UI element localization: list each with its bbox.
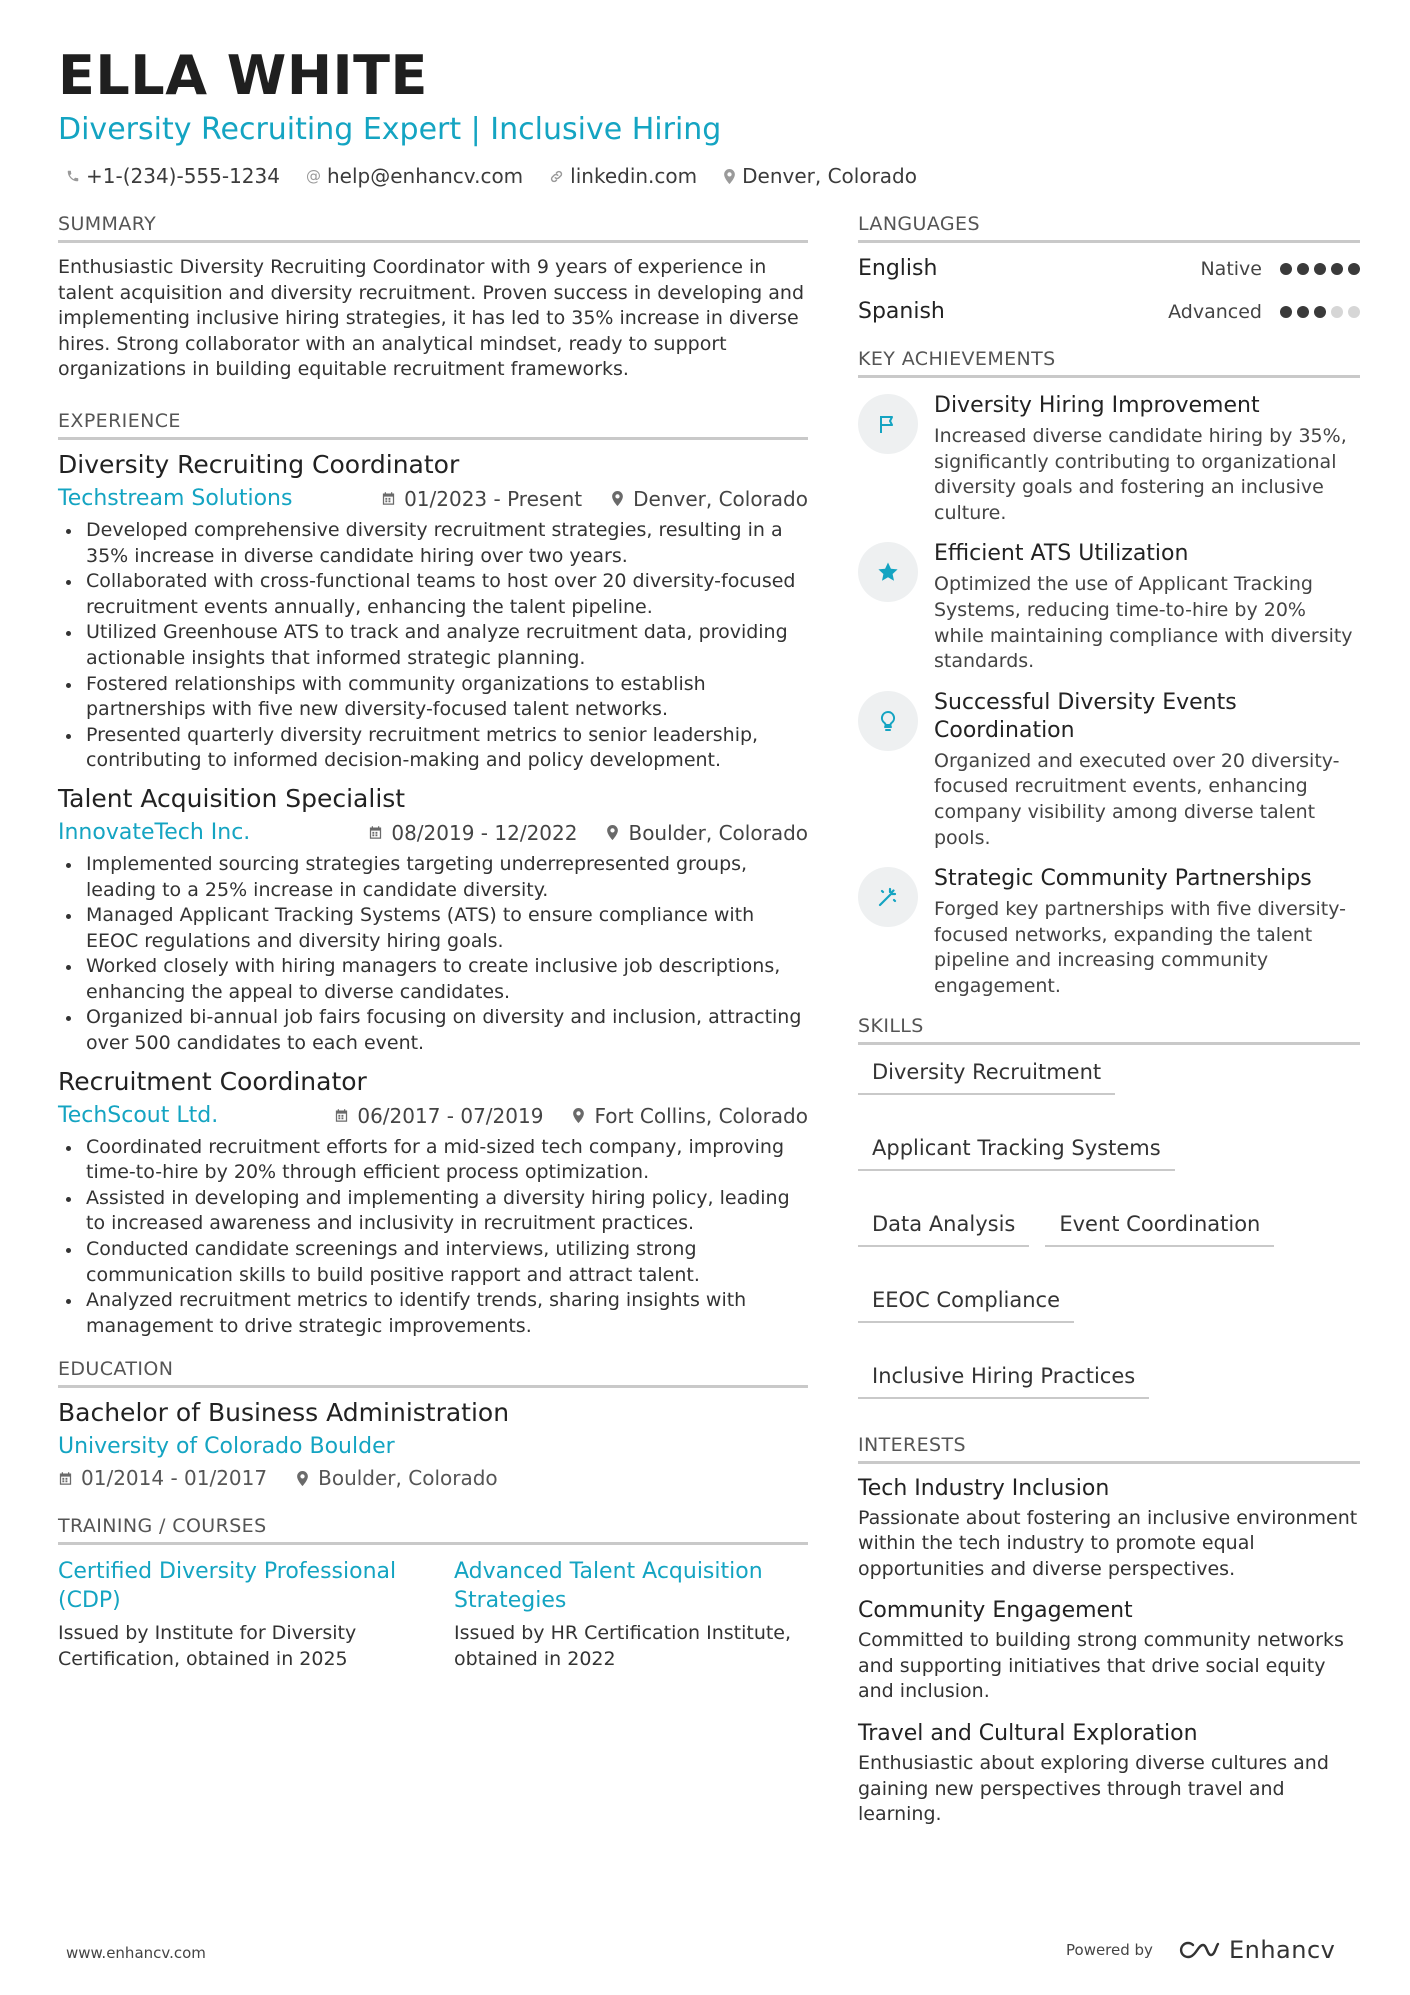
job-entry [58, 448, 808, 774]
bullet-item: Organized bi-annual job fairs focusing on diversity and inclusion, attracting over 500 candidates to each event. [58, 1005, 808, 1056]
interest-item [858, 1474, 1360, 1583]
course-entry [454, 1557, 806, 1672]
skill-tag: Inclusive Hiring Practices [858, 1359, 1149, 1399]
skills-section [858, 1014, 1360, 1399]
language-name: Spanish [858, 299, 945, 324]
skill-tag: Applicant Tracking Systems [858, 1131, 1175, 1171]
achievement-desc: Optimized the use of Applicant Tracking Systems, reducing time-to-hire by 20% while maintaining compliance with diversity standards. [934, 573, 1353, 673]
language-level: Native [1200, 257, 1262, 280]
achievement-desc: Organized and executed over 20 diversity-focused recruitment events, enhancing company visibility among diverse talent pools. [934, 749, 1340, 849]
section-title-interests: INTERESTS [858, 1433, 1360, 1464]
section-title-experience: EXPERIENCE [58, 409, 808, 440]
bullet-item: Fostered relationships with community organizations to establish partnerships with five new diversity-focused talent networks. [58, 672, 808, 723]
course-title: Advanced Talent Acquisition Strategies [454, 1559, 763, 1614]
interest-item [858, 1719, 1360, 1828]
location-pin-icon [605, 825, 620, 840]
job-meta [58, 818, 808, 848]
course-desc: Issued by HR Certification Institute, obtained in 2022 [454, 1622, 792, 1670]
section-title-achievements: KEY ACHIEVEMENTS [858, 347, 1360, 378]
skill-tag: Diversity Recruitment [858, 1055, 1115, 1095]
section-title-skills: SKILLS [858, 1014, 1360, 1045]
location-pin-icon [571, 1108, 586, 1123]
rating-dot-filled [1314, 306, 1326, 318]
job-title: Recruitment Coordinator [58, 1066, 367, 1096]
interest-title: Travel and Cultural Exploration [858, 1721, 1198, 1747]
achievement-item [858, 540, 1360, 674]
job-meta [58, 484, 808, 514]
job-bullets [58, 518, 808, 774]
rating-dot-filled [1280, 306, 1292, 318]
calendar-icon [334, 1108, 349, 1123]
job-dates: 01/2023 - Present [404, 486, 583, 511]
link-icon [549, 169, 564, 184]
achievement-title: Diversity Hiring Improvement [934, 393, 1260, 418]
language-row [858, 290, 1360, 333]
star-icon [876, 560, 900, 584]
right-column [858, 212, 1360, 1842]
section-title-education: EDUCATION [58, 1357, 808, 1388]
language-level: Advanced [1168, 300, 1262, 323]
languages-section [858, 212, 1360, 333]
bullet-item: Implemented sourcing strategies targeting underrepresented groups, leading to a 25% increase in candidate diversity. [58, 852, 808, 903]
location-pin-icon [295, 1471, 310, 1486]
summary-section [58, 212, 808, 383]
flag-icon [876, 412, 900, 436]
skill-tag: Data Analysis [858, 1207, 1029, 1247]
calendar-icon [381, 491, 396, 506]
language-rating [1280, 306, 1360, 318]
magic-wand-icon [876, 885, 900, 909]
interests-section [858, 1433, 1360, 1828]
powered-by-label: Powered by [1066, 1941, 1153, 1959]
achievements-section [858, 347, 1360, 1000]
language-rating [1280, 263, 1360, 275]
email-text: help@enhancv.com [326, 164, 524, 188]
interest-desc: Passionate about fostering an inclusive environment within the tech industry to promote equal opportunities and diverse perspectives. [858, 1506, 1358, 1580]
job-location: Denver, Colorado [633, 486, 808, 511]
achievement-item [858, 392, 1360, 526]
achievement-title: Efficient ATS Utilization [934, 541, 1189, 567]
company-name: InnovateTech Inc. [58, 819, 251, 845]
enhancv-logo[interactable] [1177, 1936, 1335, 1964]
bullet-item: Worked closely with hiring managers to create inclusive job descriptions, enhancing the appeal to diverse candidates. [58, 954, 808, 1005]
lightbulb-icon [876, 709, 900, 733]
achievement-desc: Increased diverse candidate hiring by 35%, significantly contributing to organizational diversity goals and fostering an inclusive culture. [934, 425, 1347, 524]
bullet-item: Developed comprehensive diversity recruitment strategies, resulting in a 35% increase in diverse candidate hiring over two years. [58, 518, 808, 569]
rating-dot-empty [1331, 306, 1343, 318]
candidate-name: ELLA WHITE [58, 44, 428, 107]
job-dates: 08/2019 - 12/2022 [391, 820, 578, 845]
section-title-training: TRAINING / COURSES [58, 1514, 808, 1545]
section-title-languages: LANGUAGES [858, 212, 1360, 243]
bullet-item: Utilized Greenhouse ATS to track and analyze recruitment data, providing actionable insights that informed strategic planning. [58, 620, 808, 671]
job-title: Talent Acquisition Specialist [58, 783, 406, 813]
achievement-item [858, 689, 1360, 851]
company-name: TechScout Ltd. [58, 1102, 219, 1128]
skill-tag: Event Coordination [1045, 1207, 1274, 1247]
summary-text: Enthusiastic Diversity Recruiting Coordinator with 9 years of experience in talent acquisition and diversity recruitment. Proven success in developing and implementing inclusive hiring strategies, it has led to 35% increase in diverse hires. Strong collaborator with an analytical mindset, ready to support organizations in building equitable recruitment frameworks. [58, 256, 805, 381]
rating-dot-filled [1331, 263, 1343, 275]
job-dates: 06/2017 - 07/2019 [357, 1103, 544, 1128]
left-column [58, 212, 808, 1673]
location-text: Denver, Colorado [742, 164, 917, 188]
interest-desc: Enthusiastic about exploring diverse cultures and gaining new perspectives through travel and learning. [858, 1752, 1329, 1826]
bullet-item: Conducted candidate screenings and interviews, utilizing strong communication skills to build positive rapport and attract talent. [58, 1237, 808, 1288]
achievement-title: Successful Diversity Events Coordination [934, 689, 1237, 743]
bullet-item: Collaborated with cross-functional teams to host over 20 diversity-focused recruitment events annually, enhancing the talent pipeline. [58, 569, 808, 620]
training-section [58, 1514, 808, 1672]
rating-dot-filled [1297, 263, 1309, 275]
bullet-item: Presented quarterly diversity recruitment metrics to senior leadership, contributing to informed decision-making and policy development. [58, 723, 808, 774]
phone-icon [66, 169, 80, 183]
experience-section [58, 409, 808, 1339]
enhancv-logo-icon [1177, 1939, 1221, 1961]
phone-text: +1-(234)-555-1234 [86, 164, 280, 188]
education-location: Boulder, Colorado [318, 1466, 498, 1491]
linkedin-text: linkedin.com [570, 164, 698, 188]
section-title-summary: SUMMARY [58, 212, 808, 243]
interest-title: Tech Industry Inclusion [858, 1475, 1110, 1501]
school-name: University of Colorado Boulder [58, 1434, 395, 1460]
footer-branding [1066, 1936, 1335, 1964]
course-desc: Issued by Institute for Diversity Certification, obtained in 2025 [58, 1622, 357, 1670]
job-title: Diversity Recruiting Coordinator [58, 449, 460, 479]
contact-phone[interactable] [66, 162, 280, 190]
bullet-item: Assisted in developing and implementing a diversity hiring policy, leading to increased awareness and inclusivity in recruitment practices. [58, 1186, 808, 1237]
contact-bar [66, 162, 917, 190]
job-location: Boulder, Colorado [628, 820, 808, 845]
calendar-icon [58, 1471, 73, 1486]
bullet-item: Analyzed recruitment metrics to identify trends, sharing insights with management to drive strategic improvements. [58, 1288, 808, 1339]
language-name: English [858, 256, 938, 281]
contact-location [723, 162, 917, 190]
interest-item [858, 1596, 1360, 1705]
footer-website[interactable]: www.enhancv.com [66, 1944, 206, 1962]
achievement-title: Strategic Community Partnerships [934, 866, 1312, 892]
job-bullets [58, 852, 808, 1057]
job-meta [58, 1101, 808, 1131]
brand-name: Enhancv [1228, 1936, 1336, 1964]
degree-title: Bachelor of Business Administration [58, 1398, 510, 1428]
education-section [58, 1357, 808, 1490]
job-entry [58, 782, 808, 1057]
course-title: Certified Diversity Professional (CDP) [58, 1559, 397, 1614]
candidate-headline: Diversity Recruiting Expert | Inclusive Hiring [58, 112, 722, 147]
rating-dot-empty [1348, 306, 1360, 318]
achievement-item [858, 865, 1360, 999]
at-icon: @ [305, 167, 321, 185]
calendar-icon [368, 825, 383, 840]
interest-desc: Committed to building strong community networks and supporting initiatives that drive social equity and inclusion. [858, 1629, 1344, 1703]
bullet-item: Managed Applicant Tracking Systems (ATS) to ensure compliance with EEOC regulations and diversity hiring goals. [58, 903, 808, 954]
rating-dot-filled [1348, 263, 1360, 275]
contact-linkedin[interactable] [549, 162, 697, 190]
skill-tag: EEOC Compliance [858, 1283, 1074, 1323]
job-location: Fort Collins, Colorado [594, 1103, 808, 1128]
location-pin-icon [610, 491, 625, 506]
rating-dot-filled [1314, 263, 1326, 275]
language-row [858, 247, 1360, 290]
bullet-item: Coordinated recruitment efforts for a mid-sized tech company, improving time-to-hire by 20% through efficient process optimization. [58, 1135, 808, 1186]
interest-title: Community Engagement [858, 1598, 1133, 1624]
contact-email[interactable] [306, 162, 523, 190]
achievement-desc: Forged key partnerships with five diversity-focused networks, expanding the talent pipeline and increasing community engagement. [934, 898, 1346, 997]
job-entry [58, 1065, 808, 1340]
education-dates: 01/2014 - 01/2017 [81, 1466, 268, 1491]
job-bullets [58, 1135, 808, 1340]
location-pin-icon [723, 169, 736, 184]
rating-dot-filled [1280, 263, 1292, 275]
rating-dot-filled [1297, 306, 1309, 318]
company-name: Techstream Solutions [58, 485, 293, 511]
course-entry [58, 1557, 410, 1672]
